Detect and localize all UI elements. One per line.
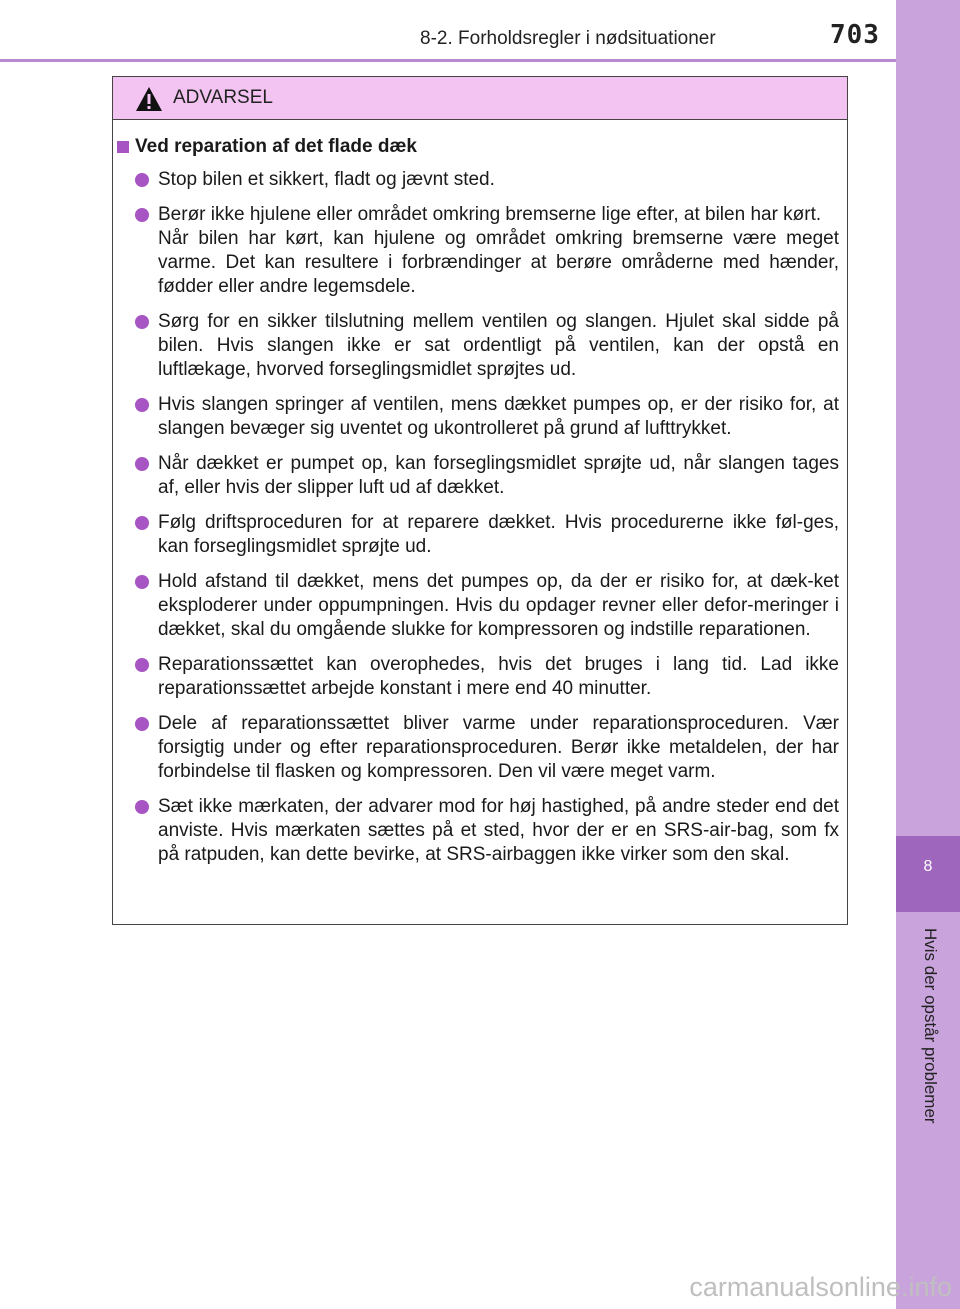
bullet-icon [135,658,149,672]
bullet-icon [135,398,149,412]
chapter-number: 8 [923,858,933,875]
list-item-text: Dele af reparationssættet bliver varme under reparationsproceduren. Vær forsigtig under og efter reparationsproceduren. Berør ikke metaldelen, der har forbindelse til flasken og kompressoren. Den vil være meget varm. [158,713,839,782]
bullet-icon [135,315,149,329]
list-item-text: Når dækket er pumpet op, kan forseglingsmidlet sprøjte ud, når slangen tages af, eller hvis der slipper luft ud af dækket. [158,453,839,498]
list-item [113,452,839,500]
list-item-continuation: Når bilen har kørt, kan hjulene og området omkring bremserne være meget varme. Det kan resultere i forbrændinger at berøre områderne med hænder, fødder eller andre legemsdele. [158,228,839,297]
bullet-icon [135,457,149,471]
bullet-icon [135,800,149,814]
warning-title: ADVARSEL [173,87,273,108]
list-item-text: Hvis slangen springer af ventilen, mens dækket pumpes op, er der risiko for, at slangen bevæger sig uventet og ukontrolleret på grund af lufttrykket. [158,394,839,439]
list-item [113,653,839,701]
bullet-icon [135,208,149,222]
list-item-text: Berør ikke hjulene eller området omkring bremserne lige efter, at bilen har kørt. [158,204,822,225]
list-item [113,310,839,382]
list-item-text: Reparationssættet kan overophedes, hvis det bruges i lang tid. Lad ikke reparationssættet arbejde konstant i mere end 40 minutter. [158,654,839,699]
warning-header [113,77,847,120]
warning-box [112,76,848,925]
bullet-icon [135,173,149,187]
section-heading-text: Ved reparation af det flade dæk [135,136,417,157]
section-title: 8-2. Forholdsregler i nødsituationer [420,28,716,49]
section-heading [117,136,839,158]
list-item [113,570,839,642]
list-item-text: Følg driftsproceduren for at reparere dækket. Hvis procedurerne ikke føl-ges, kan forseglingsmidlet sprøjte ud. [158,512,839,557]
list-item [113,168,839,192]
page-number: 703 [830,20,880,50]
bullet-icon [135,575,149,589]
warning-triangle-icon [135,86,163,112]
list-item-text: Sørg for en sikker tilslutning mellem ventilen og slangen. Hjulet skal sidde på bilen. Hvis slangen ikke er sat ordentligt på ventilen, kan der opstå en luftlækage, hvorved forseglingsmidlet sprøjtes ud. [158,311,839,380]
list-item [113,511,839,559]
list-item-text: Sæt ikke mærkaten, der advarer mod for høj hastighed, på andre steder end det anviste. Hvis mærkaten sættes på et sted, hvor der er en SRS-air-bag, som fx på ratpuden, kan dette bevirke, at SRS-airbaggen ikke virker som den skal. [158,796,839,865]
list-item-text: Stop bilen et sikkert, fladt og jævnt sted. [158,169,495,190]
list-item [113,393,839,441]
square-bullet-icon [117,141,129,153]
list-item-text: Hold afstand til dækket, mens det pumpes op, da der er risiko for, at dæk-ket eksploderer under oppumpningen. Hvis du opdager revner eller defor-meringer i dækket, skal du omgående slukke for kompressoren og indstille reparationen. [158,571,839,640]
header-divider [0,59,896,62]
bullet-icon [135,717,149,731]
list-item [113,203,839,299]
warning-body [113,120,847,867]
list-item [113,795,839,867]
list-item [113,712,839,784]
watermark: carmanualsonline.info [689,1272,952,1302]
chapter-title: Hvis der opstår problemer [921,928,940,1124]
bullet-icon [135,516,149,530]
warning-list [113,168,839,867]
